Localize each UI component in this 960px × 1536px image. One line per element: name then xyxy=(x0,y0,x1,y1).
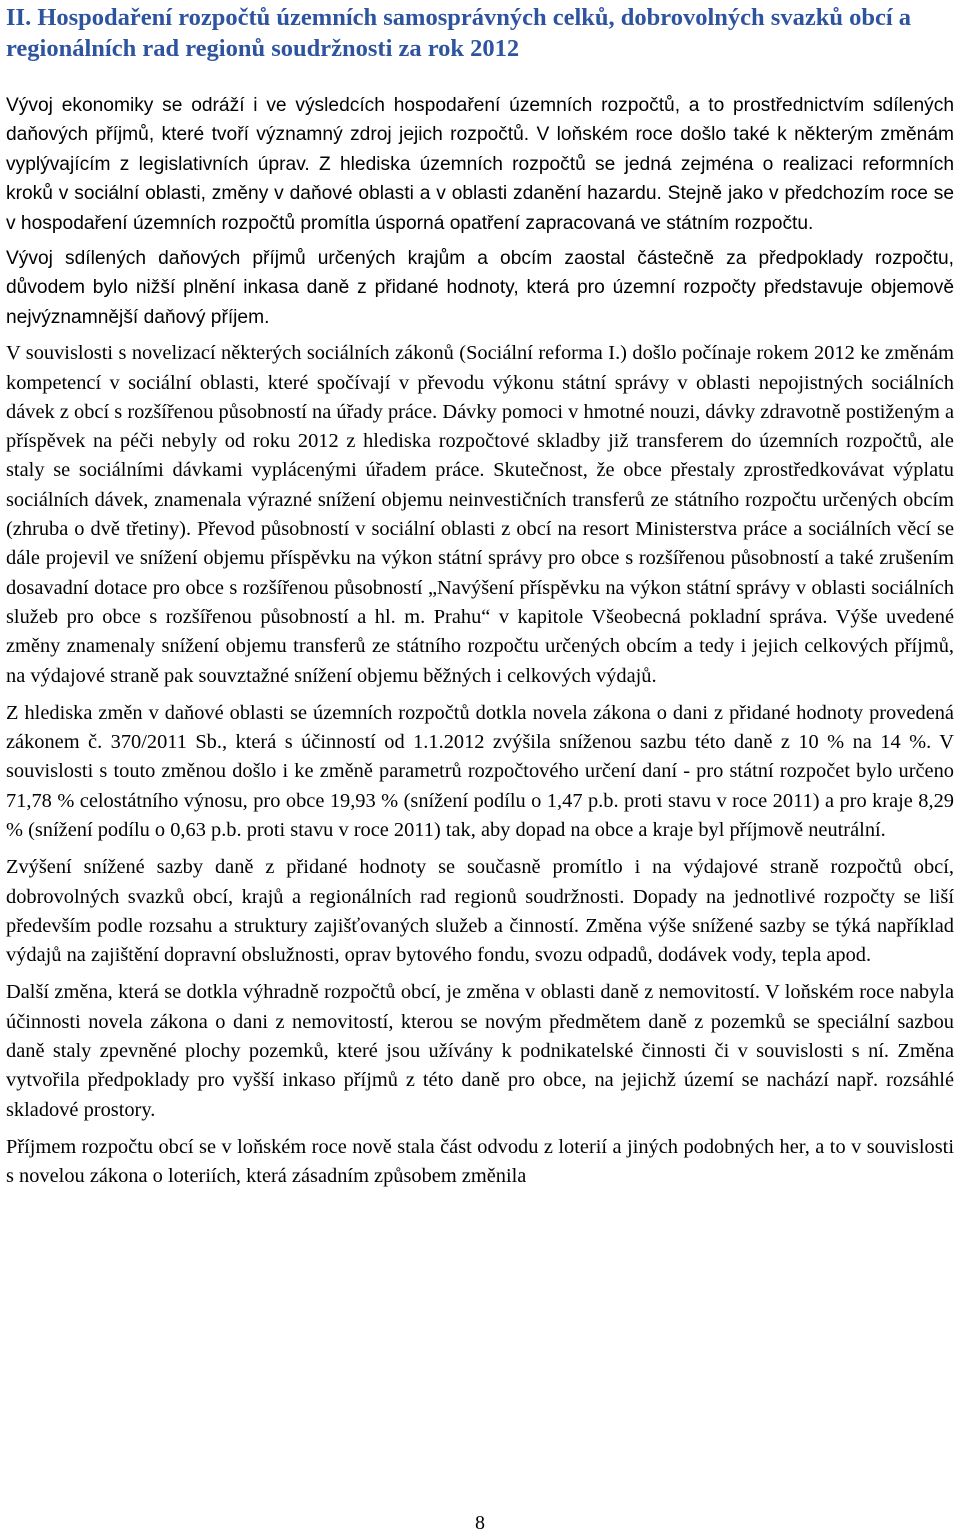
section-heading: II. Hospodaření rozpočtů územních samosprávných celků, dobrovolných svazků obcí a regionálních rad regionů soudržnosti za rok 2012 xyxy=(6,4,912,62)
page-number: 8 xyxy=(475,1512,485,1534)
paragraph-vat-changes: Z hlediska změn v daňové oblasti se územních rozpočtů dotkla novela zákona o dani z přidané hodnoty provedená zákonem č. 370/2011 Sb., která s účinností od 1.1.2012 zvýšila sníženou sazbu této daně z 10 % na 14 %. V souvislosti s touto změnou došlo i ke změně parametrů rozpočtového určení daní - pro státní rozpočet bylo určeno 71,78 % celostátního výnosu, pro obce 19,93 % (snížení podílu o 1,47 p.b. proti stavu v roce 2011) a pro kraje 8,29 % (snížení podílu o 0,63 p.b. proti stavu v roce 2011) tak, aby dopad na obce a kraje byl příjmově neutrální. xyxy=(6,701,954,841)
paragraph-economy-development: Vývoj ekonomiky se odráží i ve výsledcích hospodaření územních rozpočtů, a to prostřednictvím sdílených daňových příjmů, které tvoří významný zdroj jejich rozpočtů. V loňském roce došlo také k některým změnám vyplývajícím z legislativních úprav. Z hlediska územních rozpočtů se jedná zejména o realizaci reformních kroků v sociální oblasti, změny v daňové oblasti a v oblasti zdanění hazardu. Stejně jako v předchozím roce se v hospodaření územních rozpočtů promítla úsporná opatření zapracovaná ve státním rozpočtu. xyxy=(6,95,954,234)
paragraph-shared-tax-revenue: Vývoj sdílených daňových příjmů určených krajům a obcím zaostal částečně za předpoklady rozpočtu, důvodem bylo nižší plnění inkasa daně z přidané hodnoty, která pro územní rozpočty představuje objemově nejvýznamnější daňový příjem. xyxy=(6,248,954,328)
paragraph-lottery-revenue: Příjmem rozpočtu obcí se v loňském roce nově stala část odvodu z loterií a jiných podobných her, a to v souvislosti s novelou zákona o loteriích, která zásadním způsobem změnila xyxy=(6,1135,954,1188)
paragraph-social-reform: V souvislosti s novelizací některých sociálních zákonů (Sociální reforma I.) došlo počínaje rokem 2012 ke změnám kompetencí v sociální oblasti, které spočívají v převodu výkonu státní správy v oblasti nepojistných sociálních dávek z obcí s rozšířenou působností na úřady práce. Dávky pomoci v hmotné nouzi, dávky zdravotně postiženým a příspěvek na péči nebyly od roku 2012 z hlediska rozpočtové skladby již transferem do územních rozpočtů, ale staly se sociálními dávkami vyplácenými úřadem práce. Skutečnost, že obce přestaly zprostředkovávat výplatu sociálních dávek, znamenala výrazné snížení objemu neinvestičních transferů ze státního rozpočtu určených obcím (zhruba o dvě třetiny). Převod působností v sociální oblasti z obcí na resort Ministerstva práce a sociálních věcí se dále projevil ve snížení objemu příspěvku na výkon státní správy pro obce s rozšířenou působností a také zrušením dosavadní dotace pro obce s rozšířenou působností „Navýšení příspěvku na výkon státní správy v oblasti sociálních služeb pro obce s rozšířenou působností a hl. m. Prahu“ v kapitole Všeobecná pokladní správa. Výše uvedené změny znamenaly snížení objemu transferů ze státního rozpočtu určených obcím a tedy i jejich celkových příjmů, na výdajové straně pak souvztažné snížení objemu běžných i celkových výdajů. xyxy=(6,342,954,687)
paragraph-property-tax: Další změna, která se dotkla výhradně rozpočtů obcí, je změna v oblasti daně z nemovitostí. V loňském roce nabyla účinnosti novela zákona o dani z nemovitostí, kterou se novým předmětem daně z pozemků se speciální sazbou daně staly zpevněné plochy pozemků, které jsou užívány k podnikatelské činnosti či v souvislosti s ní. Změna vytvořila předpoklady pro vyšší inkaso příjmů z této daně pro obce, na jejichž území se nachází např. rozsáhlé skladové prostory. xyxy=(6,981,954,1121)
paragraph-vat-expenditure: Zvýšení snížené sazby daně z přidané hodnoty se současně promítlo i na výdajové straně rozpočtů obcí, dobrovolných svazků obcí, krajů a regionálních rad regionů soudržnosti. Dopady na jednotlivé rozpočty se liší především podle rozsahu a struktury zajišťovaných služeb a činností. Změna výše snížené sazby se týká například výdajů na zajištění dopravní obslužnosti, oprav bytového fondu, svozu odpadů, dodávek vody, tepla apod. xyxy=(6,856,954,967)
